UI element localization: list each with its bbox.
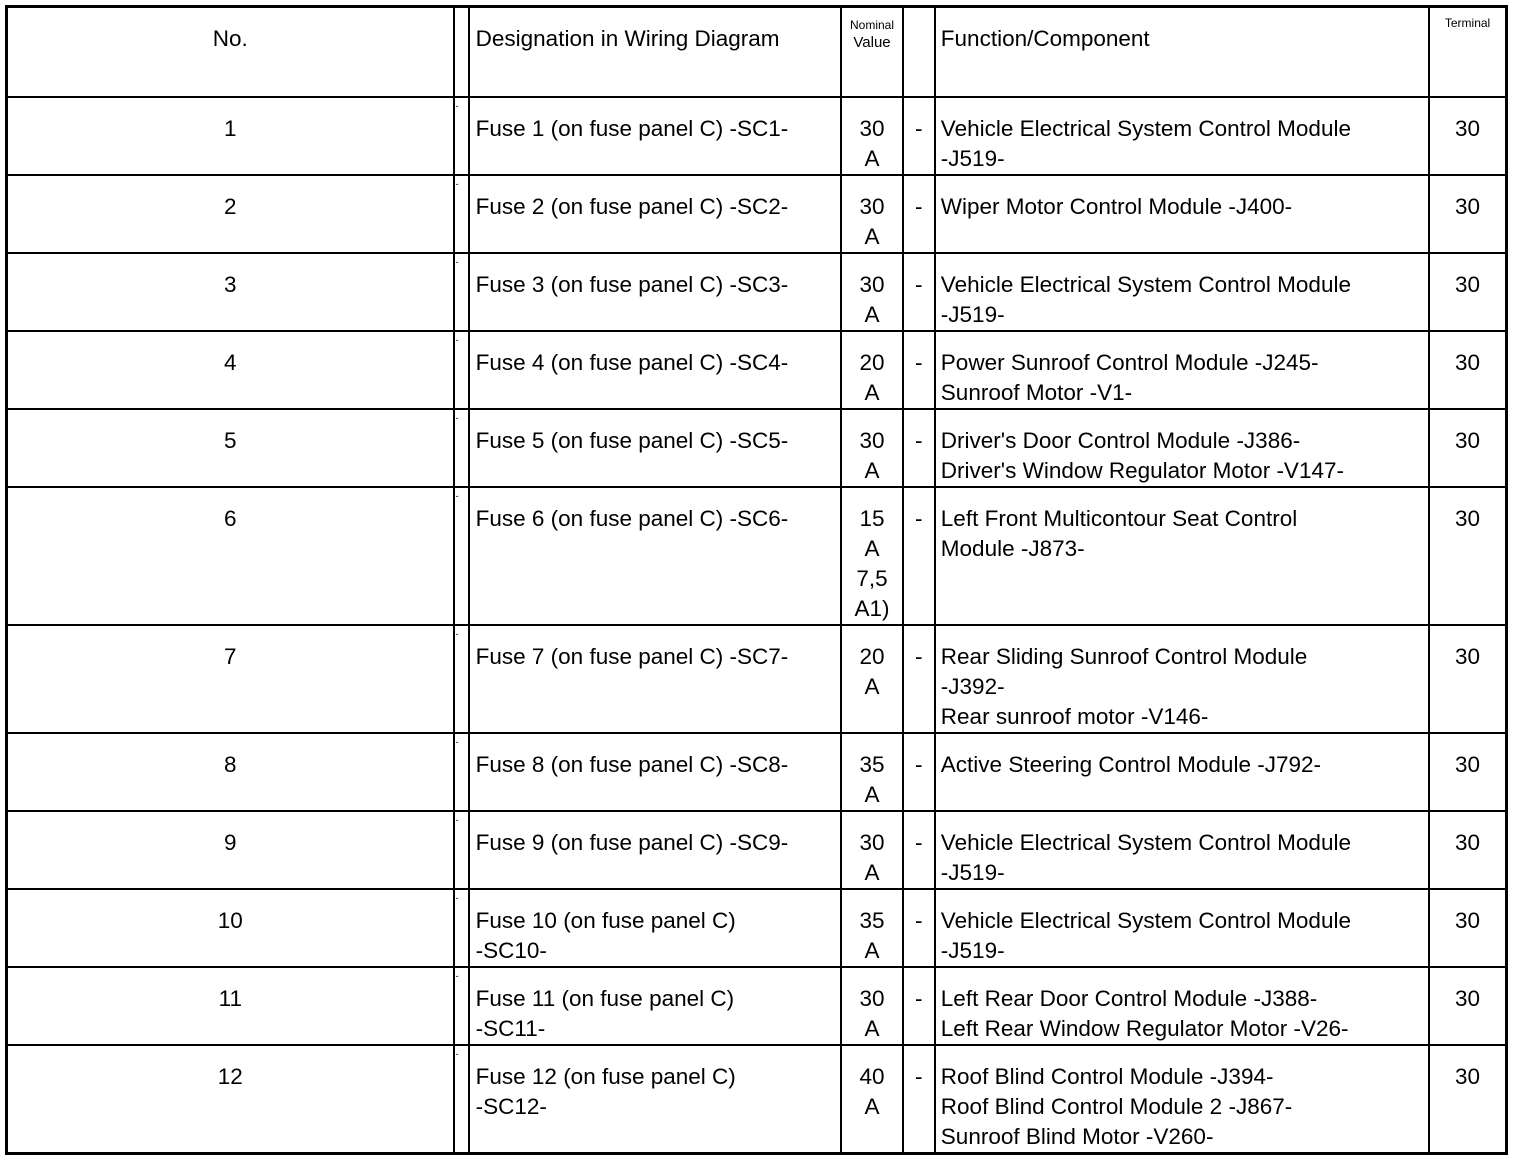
designation-line: Fuse 3 (on fuse panel C) -SC3- [475, 272, 789, 297]
fuse-designation [469, 175, 842, 253]
function-line: -J519- [940, 146, 1005, 171]
fuse-number: 11 [7, 967, 454, 1045]
designation-line: Fuse 8 (on fuse panel C) -SC8- [475, 752, 789, 777]
terminal: 30 [1429, 733, 1506, 811]
row-marker: - [454, 733, 469, 811]
function-line: Wiper Motor Control Module -J400- [940, 194, 1293, 219]
value-line: A [864, 674, 880, 699]
value-line: A [864, 1094, 880, 1119]
fuse-number: 4 [7, 331, 454, 409]
function-line: Vehicle Electrical System Control Module [940, 116, 1351, 141]
row-marker: - [454, 331, 469, 409]
table-row [7, 967, 1507, 1045]
row-dash: - [903, 733, 935, 811]
designation-line: Fuse 1 (on fuse panel C) -SC1- [475, 116, 789, 141]
fuse-designation [469, 733, 842, 811]
header-no: No. [7, 7, 454, 98]
fuse-number: 10 [7, 889, 454, 967]
value-line: 30 [859, 986, 885, 1011]
terminal: 30 [1429, 175, 1506, 253]
designation-line: Fuse 5 (on fuse panel C) -SC5- [475, 428, 789, 453]
row-marker: - [454, 409, 469, 487]
row-marker: - [454, 487, 469, 625]
table-row [7, 409, 1507, 487]
value-line: A [864, 224, 880, 249]
function-component [935, 889, 1429, 967]
designation-line: Fuse 6 (on fuse panel C) -SC6- [475, 506, 789, 531]
fuse-table [5, 5, 1508, 1155]
table-row [7, 253, 1507, 331]
function-line: -J519- [940, 302, 1005, 327]
row-marker: - [454, 889, 469, 967]
nominal-value [841, 1045, 902, 1154]
header-row [7, 7, 1507, 98]
value-line: 7,5 [856, 566, 888, 591]
function-component [935, 253, 1429, 331]
designation-line: Fuse 2 (on fuse panel C) -SC2- [475, 194, 789, 219]
fuse-designation [469, 1045, 842, 1154]
fuse-designation [469, 409, 842, 487]
nominal-value [841, 889, 902, 967]
row-dash: - [903, 409, 935, 487]
row-marker: - [454, 967, 469, 1045]
function-line: Rear sunroof motor -V146- [940, 704, 1209, 729]
terminal: 30 [1429, 97, 1506, 175]
nominal-value [841, 97, 902, 175]
fuse-designation [469, 487, 842, 625]
header-nominal-line-2: Value [853, 34, 891, 51]
row-dash: - [903, 811, 935, 889]
terminal: 30 [1429, 625, 1506, 733]
function-line: Left Rear Door Control Module -J388- [940, 986, 1318, 1011]
nominal-value [841, 967, 902, 1045]
function-line: Roof Blind Control Module 2 -J867- [940, 1094, 1293, 1119]
header-dash-spacer [903, 7, 935, 98]
header-terminal: Terminal [1429, 7, 1506, 98]
function-line: -J519- [940, 938, 1005, 963]
fuse-number: 6 [7, 487, 454, 625]
table-row [7, 733, 1507, 811]
row-dash: - [903, 175, 935, 253]
value-line: 30 [859, 116, 885, 141]
function-component [935, 811, 1429, 889]
header-designation: Designation in Wiring Diagram [469, 7, 842, 98]
value-line: 30 [859, 428, 885, 453]
row-marker: - [454, 625, 469, 733]
function-line: Vehicle Electrical System Control Module [940, 908, 1351, 933]
value-line: 35 [859, 908, 885, 933]
fuse-designation [469, 967, 842, 1045]
terminal: 30 [1429, 811, 1506, 889]
value-line: A [864, 458, 880, 483]
value-line: A [864, 782, 880, 807]
fuse-number: 12 [7, 1045, 454, 1154]
nominal-value [841, 253, 902, 331]
function-component [935, 1045, 1429, 1154]
designation-line: Fuse 10 (on fuse panel C) [475, 908, 736, 933]
nominal-value [841, 625, 902, 733]
nominal-value [841, 811, 902, 889]
row-dash: - [903, 1045, 935, 1154]
function-line: Driver's Door Control Module -J386- [940, 428, 1301, 453]
row-dash: - [903, 625, 935, 733]
function-line: -J519- [940, 860, 1005, 885]
function-line: Vehicle Electrical System Control Module [940, 272, 1351, 297]
nominal-value [841, 331, 902, 409]
row-dash: - [903, 97, 935, 175]
nominal-value [841, 487, 902, 625]
function-line: Driver's Window Regulator Motor -V147- [940, 458, 1344, 483]
value-line: 40 [859, 1064, 885, 1089]
terminal: 30 [1429, 487, 1506, 625]
row-marker: - [454, 1045, 469, 1154]
fuse-number: 9 [7, 811, 454, 889]
value-line: A [864, 302, 880, 327]
designation-line: Fuse 4 (on fuse panel C) -SC4- [475, 350, 789, 375]
row-dash: - [903, 967, 935, 1045]
table-row [7, 331, 1507, 409]
fuse-number: 3 [7, 253, 454, 331]
function-line: -J392- [940, 674, 1005, 699]
row-marker: - [454, 811, 469, 889]
row-marker: - [454, 175, 469, 253]
table-row [7, 97, 1507, 175]
row-dash: - [903, 331, 935, 409]
function-line: Left Rear Window Regulator Motor -V26- [940, 1016, 1349, 1041]
fuse-number: 7 [7, 625, 454, 733]
value-line: 30 [859, 830, 885, 855]
terminal: 30 [1429, 331, 1506, 409]
row-marker: - [454, 97, 469, 175]
nominal-value [841, 409, 902, 487]
value-line: 30 [859, 194, 885, 219]
fuse-designation [469, 811, 842, 889]
fuse-designation [469, 625, 842, 733]
row-marker: - [454, 253, 469, 331]
terminal: 30 [1429, 253, 1506, 331]
function-line: Sunroof Motor -V1- [940, 380, 1133, 405]
header-nominal-value [841, 7, 902, 98]
function-component [935, 625, 1429, 733]
header-spacer [454, 7, 469, 98]
function-component [935, 175, 1429, 253]
value-line: A [864, 146, 880, 171]
designation-line: -SC10- [475, 938, 547, 963]
table-row [7, 625, 1507, 733]
value-line: A [864, 380, 880, 405]
function-component [935, 97, 1429, 175]
table-row [7, 889, 1507, 967]
table-row [7, 1045, 1507, 1154]
designation-line: Fuse 7 (on fuse panel C) -SC7- [475, 644, 789, 669]
value-line: A [864, 938, 880, 963]
fuse-number: 8 [7, 733, 454, 811]
table-row [7, 811, 1507, 889]
designation-line: -SC12- [475, 1094, 547, 1119]
value-line: A [864, 1016, 880, 1041]
value-line: 30 [859, 272, 885, 297]
function-line: Active Steering Control Module -J792- [940, 752, 1321, 777]
row-dash: - [903, 889, 935, 967]
header-nominal-line-1: Nominal [850, 18, 895, 32]
value-line: 20 [859, 350, 885, 375]
designation-line: Fuse 11 (on fuse panel C) [475, 986, 735, 1011]
terminal: 30 [1429, 889, 1506, 967]
terminal: 30 [1429, 1045, 1506, 1154]
nominal-value [841, 175, 902, 253]
terminal: 30 [1429, 967, 1506, 1045]
function-line: Vehicle Electrical System Control Module [940, 830, 1351, 855]
value-line: A1) [854, 596, 890, 621]
function-component [935, 487, 1429, 625]
value-line: A [864, 860, 880, 885]
table-row [7, 487, 1507, 625]
value-line: 15 [859, 506, 885, 531]
function-line: Module -J873- [940, 536, 1085, 561]
value-line: A [864, 536, 880, 561]
row-dash: - [903, 487, 935, 625]
table-row [7, 175, 1507, 253]
designation-line: Fuse 9 (on fuse panel C) -SC9- [475, 830, 789, 855]
function-line: Power Sunroof Control Module -J245- [940, 350, 1319, 375]
fuse-designation [469, 253, 842, 331]
function-line: Rear Sliding Sunroof Control Module [940, 644, 1308, 669]
function-component [935, 409, 1429, 487]
designation-line: Fuse 12 (on fuse panel C) [475, 1064, 736, 1089]
header-function: Function/Component [935, 7, 1429, 98]
value-line: 35 [859, 752, 885, 777]
fuse-designation [469, 331, 842, 409]
fuse-designation [469, 97, 842, 175]
function-component [935, 967, 1429, 1045]
function-line: Sunroof Blind Motor -V260- [940, 1124, 1214, 1149]
designation-line: -SC11- [475, 1016, 546, 1041]
function-component [935, 331, 1429, 409]
value-line: 20 [859, 644, 885, 669]
row-dash: - [903, 253, 935, 331]
nominal-value [841, 733, 902, 811]
fuse-designation [469, 889, 842, 967]
fuse-number: 1 [7, 97, 454, 175]
terminal: 30 [1429, 409, 1506, 487]
function-component [935, 733, 1429, 811]
function-line: Roof Blind Control Module -J394- [940, 1064, 1274, 1089]
function-line: Left Front Multicontour Seat Control [940, 506, 1298, 531]
fuse-number: 5 [7, 409, 454, 487]
fuse-number: 2 [7, 175, 454, 253]
